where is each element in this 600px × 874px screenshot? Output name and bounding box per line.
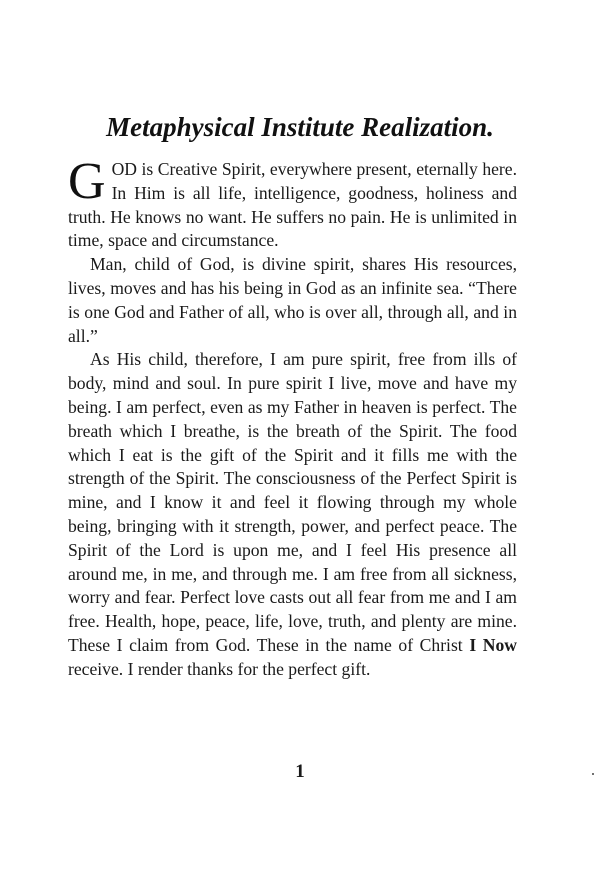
page-number: 1 xyxy=(295,761,305,782)
paragraph-2-text: Man, child of God, is divine spirit, shares His resources, lives, moves and has his being in God as an infinite sea. “There is one God and Father of all, who is over all, through all, and in all.” xyxy=(68,254,517,346)
paragraph-3-text-before: As His child, therefore, I am pure spirit, free from ills of body, mind and soul. In pure spirit I live, move and have my being. I am perfect, even as my Father in heaven is perfect. The breath which I breathe, is the breath of the Spirit. The food which I eat is the gift of the Spirit and it fills me with the strength of the Spirit. The consciousness of the Perfect Spirit is mine, and I know it and feel it flowing through my whole being, bringing with it strength, power, and perfect peace. The Spirit of the Lord is upon me, and I feel His presence all around me, in me, and through me. I am free from all sickness, worry and fear. Perfect love casts out all fear from me and I am free. Health, hope, peace, life, love, truth, and plenty are mine. These I claim from God. These in the name of Christ xyxy=(68,349,517,655)
drop-cap: G xyxy=(68,153,106,210)
body-text xyxy=(68,153,517,682)
paragraph-1-text: OD is Creative Spirit, everywhere present, eternally here. In Him is all life, intelligence, goodness, holiness and truth. He knows no want. He suffers no pain. He is unlimited in time, space and circumstance. xyxy=(68,159,517,251)
paragraph-3 xyxy=(68,348,517,681)
paragraph-1 xyxy=(68,153,517,253)
paragraph-3-emphasis: I Now xyxy=(469,634,517,655)
paper-speck xyxy=(592,773,594,775)
paragraph-2 xyxy=(68,253,517,348)
page-title: Metaphysical Institute Realization. xyxy=(106,112,494,142)
paragraph-3-text-after: receive. I render thanks for the perfect gift. xyxy=(68,658,371,679)
